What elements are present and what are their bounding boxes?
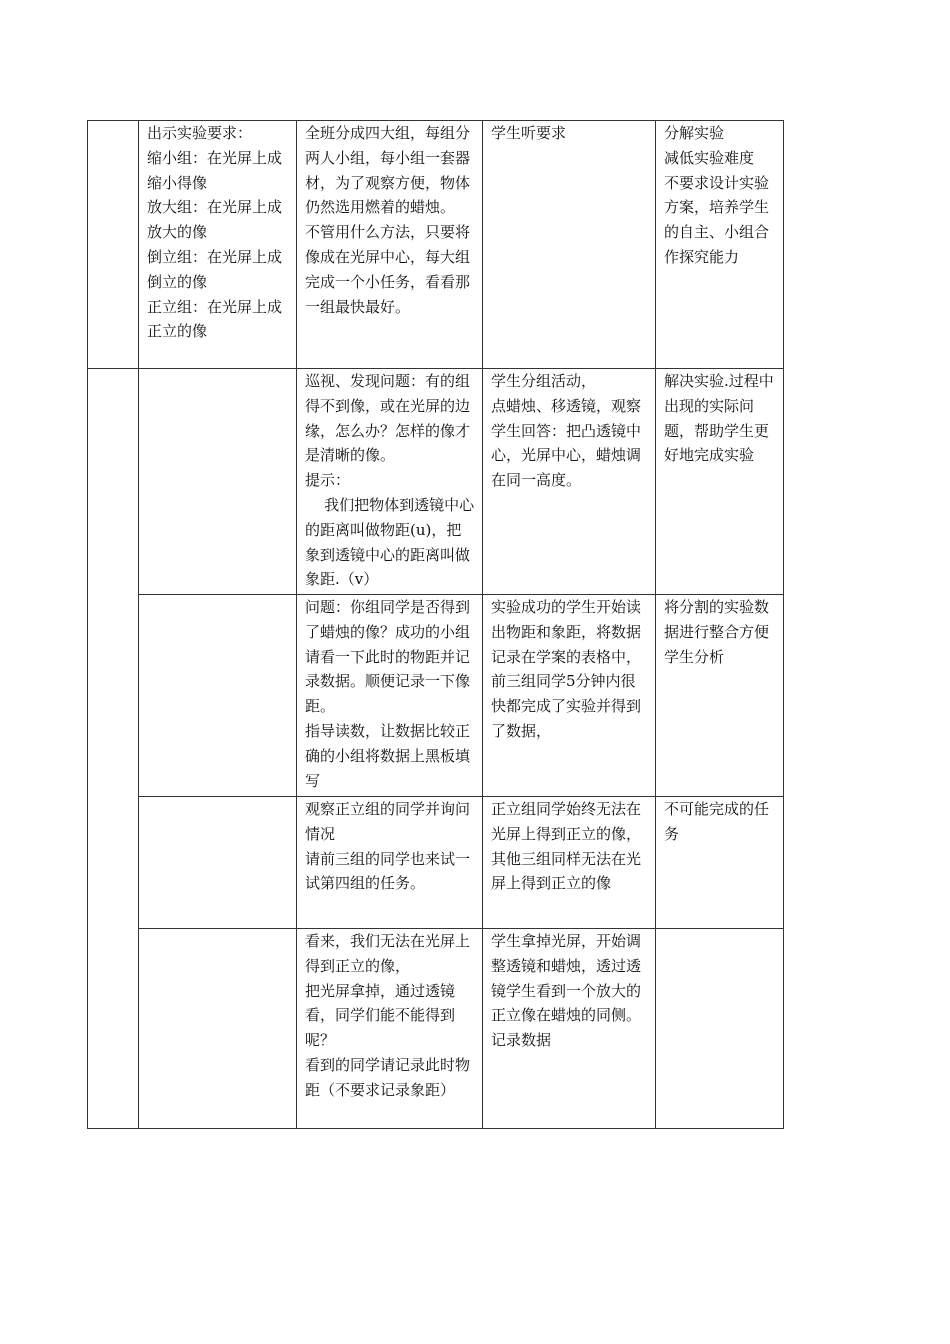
- table-row: [88, 369, 784, 595]
- stage-cell: [88, 121, 139, 369]
- teacher-activity-cell: 问题：你组同学是否得到了蜡烛的像？成功的小组请看一下此时的物距并记录数据。顺便记录一下像距。 指导读数，让数据比较正确的小组将数据上黑板填写: [297, 595, 483, 797]
- teacher-activity-cell: 看来，我们无法在光屏上得到正立的像， 把光屏拿掉，通过透镜看，同学们能不能得到呢？ 看到的同学请记录此时物距（不要求记录象距）: [297, 929, 483, 1129]
- table-row: [88, 595, 784, 797]
- teacher-activity-cell: 观察正立组的同学并询问情况 请前三组的同学也来试一试第四组的任务。: [297, 797, 483, 929]
- table-row: [88, 121, 784, 369]
- content-cell: [139, 797, 297, 929]
- table-row: [88, 929, 784, 1129]
- student-activity-cell: 正立组同学始终无法在光屏上得到正立的像， 其他三组同样无法在光屏上得到正立的像: [483, 797, 656, 929]
- design-intent-cell: 不可能完成的任务: [656, 797, 784, 929]
- teacher-activity-cell: 巡视、发现问题：有的组得不到像，或在光屏的边缘，怎么办？怎样的像才是清晰的像。 提示： 我们把物体到透镜中心的距离叫做物距(u)，把象到透镜中心的距离叫做象距.（v）: [297, 369, 483, 595]
- lesson-plan-table: [87, 120, 784, 1129]
- content-cell: [139, 929, 297, 1129]
- content-cell: [139, 369, 297, 595]
- stage-cell: [88, 369, 139, 1129]
- design-intent-cell: 分解实验 减低实验难度 不要求设计实验方案，培养学生的自主、小组合作探究能力: [656, 121, 784, 369]
- student-activity-cell: 学生分组活动， 点蜡烛、移透镜，观察 学生回答：把凸透镜中心，光屏中心，蜡烛调在同一高度。: [483, 369, 656, 595]
- student-activity-cell: 学生听要求: [483, 121, 656, 369]
- content-cell: 出示实验要求： 缩小组：在光屏上成缩小得像 放大组：在光屏上成放大的像 倒立组：在光屏上成倒立的像 正立组：在光屏上成正立的像: [139, 121, 297, 369]
- design-intent-cell: 解决实验.过程中出现的实际问题，帮助学生更好地完成实验: [656, 369, 784, 595]
- table-row: [88, 797, 784, 929]
- student-activity-cell: 学生拿掉光屏，开始调整透镜和蜡烛，透过透镜学生看到一个放大的正立像在蜡烛的同侧。记录数据: [483, 929, 656, 1129]
- design-intent-cell: [656, 929, 784, 1129]
- teacher-activity-cell: 全班分成四大组，每组分两人小组，每小组一套器材，为了观察方便，物体仍然选用燃着的蜡烛。 不管用什么方法，只要将像成在光屏中心，每大组完成一个小任务，看看那一组最快最好。: [297, 121, 483, 369]
- content-cell: [139, 595, 297, 797]
- student-activity-cell: 实验成功的学生开始读出物距和象距，将数据记录在学案的表格中， 前三组同学5分钟内很快都完成了实验并得到了数据，: [483, 595, 656, 797]
- design-intent-cell: 将分割的实验数据进行整合方便学生分析: [656, 595, 784, 797]
